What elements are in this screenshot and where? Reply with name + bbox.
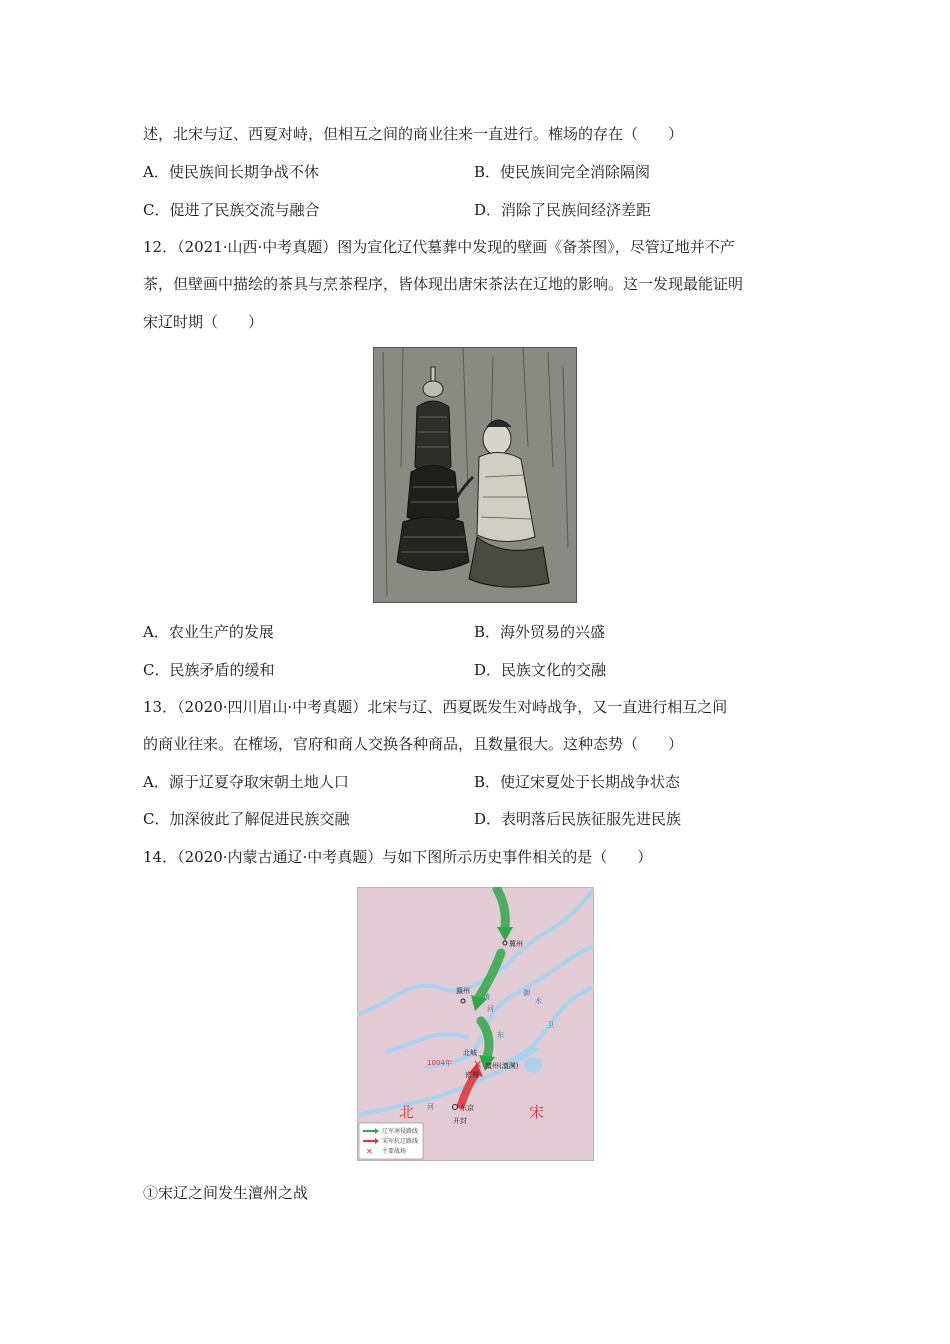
kaifeng-label: 开封 bbox=[453, 1117, 467, 1125]
legend-liao-label: 辽军南侵路线 bbox=[382, 1128, 419, 1135]
q12-stem-line3: 宋辽时期（ ） bbox=[143, 313, 264, 331]
map-legend bbox=[359, 1123, 423, 1159]
q13-stem-line2: 的商业往来。在榷场，官府和商人交换各种商品，且数量很大。这种态势（ ） bbox=[143, 735, 684, 753]
q12-option-c[interactable]: C．民族矛盾的缓和 bbox=[143, 661, 275, 679]
dongjing-label: 东京 bbox=[460, 1104, 474, 1112]
nancheng-label: 南城 bbox=[465, 1071, 479, 1079]
chanzhou-label: 澶州(澶渊) bbox=[485, 1062, 519, 1070]
song-label: 宋 bbox=[529, 1103, 545, 1121]
river-label-6: 卫 bbox=[547, 1021, 554, 1029]
q13-option-a[interactable]: A．源于辽夏夺取宋朝土地人口 bbox=[143, 773, 349, 791]
bei-label: 北 bbox=[399, 1103, 415, 1121]
chanyuan-battle-map bbox=[357, 887, 594, 1161]
q12-stem-line2: 茶，但壁画中描绘的茶具与烹茶程序，皆体现出唐宋茶法在辽地的影响。这一发现最能证明 bbox=[143, 275, 744, 293]
river-label-4: 水 bbox=[535, 997, 542, 1005]
q12-stem-line1: 12．（2021·山西·中考真题）图为宣化辽代墓葬中发现的壁画《备茶图》，尽管辽地并不产 bbox=[143, 238, 735, 256]
river-label-7: 河 bbox=[427, 1103, 434, 1111]
battle-marker-icon: ✕ bbox=[473, 1058, 483, 1071]
lake-shape bbox=[524, 1057, 542, 1073]
map-background bbox=[357, 887, 594, 1161]
tea-mural-image bbox=[373, 347, 577, 603]
q11-option-a[interactable]: A．使民族间长期争战不休 bbox=[143, 163, 319, 181]
q11-stem: 述，北宋与辽、西夏对峙，但相互之间的商业往来一直进行。榷场的存在（ ） bbox=[143, 125, 684, 143]
tea-mural-illustration bbox=[373, 347, 577, 603]
q11-option-c[interactable]: C．促进了民族交流与融合 bbox=[143, 201, 320, 219]
river-label-2: 河 bbox=[487, 1005, 494, 1013]
legend-song-label: 宋军抗辽路线 bbox=[382, 1138, 419, 1145]
legend-battle-icon: ✕ bbox=[366, 1147, 373, 1156]
jizhou-label: 冀州 bbox=[509, 940, 523, 948]
river-label-5: 东 bbox=[497, 1031, 504, 1039]
q13-option-b[interactable]: B．使辽宋夏处于长期战争状态 bbox=[474, 773, 681, 791]
q12-option-a[interactable]: A．农业生产的发展 bbox=[143, 623, 274, 641]
q11-option-b[interactable]: B．使民族间完全消除隔阂 bbox=[474, 163, 651, 181]
q14-stem: 14．（2020·内蒙古通辽·中考真题）与如下图所示历史事件相关的是（ ） bbox=[143, 848, 653, 866]
year-label: 1004年 bbox=[427, 1059, 452, 1067]
q13-stem-line1: 13．（2020·四川眉山·中考真题）北宋与辽、西夏既发生对峙战争，又一直进行相互之间 bbox=[143, 698, 728, 716]
q13-option-c[interactable]: C．加深彼此了解促进民族交融 bbox=[143, 810, 350, 828]
q12-option-d[interactable]: D．民族文化的交融 bbox=[474, 661, 607, 679]
map-svg bbox=[357, 887, 594, 1161]
q11-option-d[interactable]: D．消除了民族间经济差距 bbox=[474, 201, 652, 219]
river-label-3: 御 bbox=[523, 989, 530, 997]
river-label-1: 黄 bbox=[483, 993, 490, 1001]
beicheng-label: 北城 bbox=[463, 1049, 477, 1057]
q14-statement-1: ①宋辽之间发生澶州之战 bbox=[143, 1184, 309, 1202]
q13-option-d[interactable]: D．表明落后民族征服先进民族 bbox=[474, 810, 682, 828]
yingzhou-label: 瀛州 bbox=[456, 987, 470, 995]
legend-battle-label: 主要战场 bbox=[382, 1148, 407, 1155]
q12-option-b[interactable]: B．海外贸易的兴盛 bbox=[474, 623, 606, 641]
